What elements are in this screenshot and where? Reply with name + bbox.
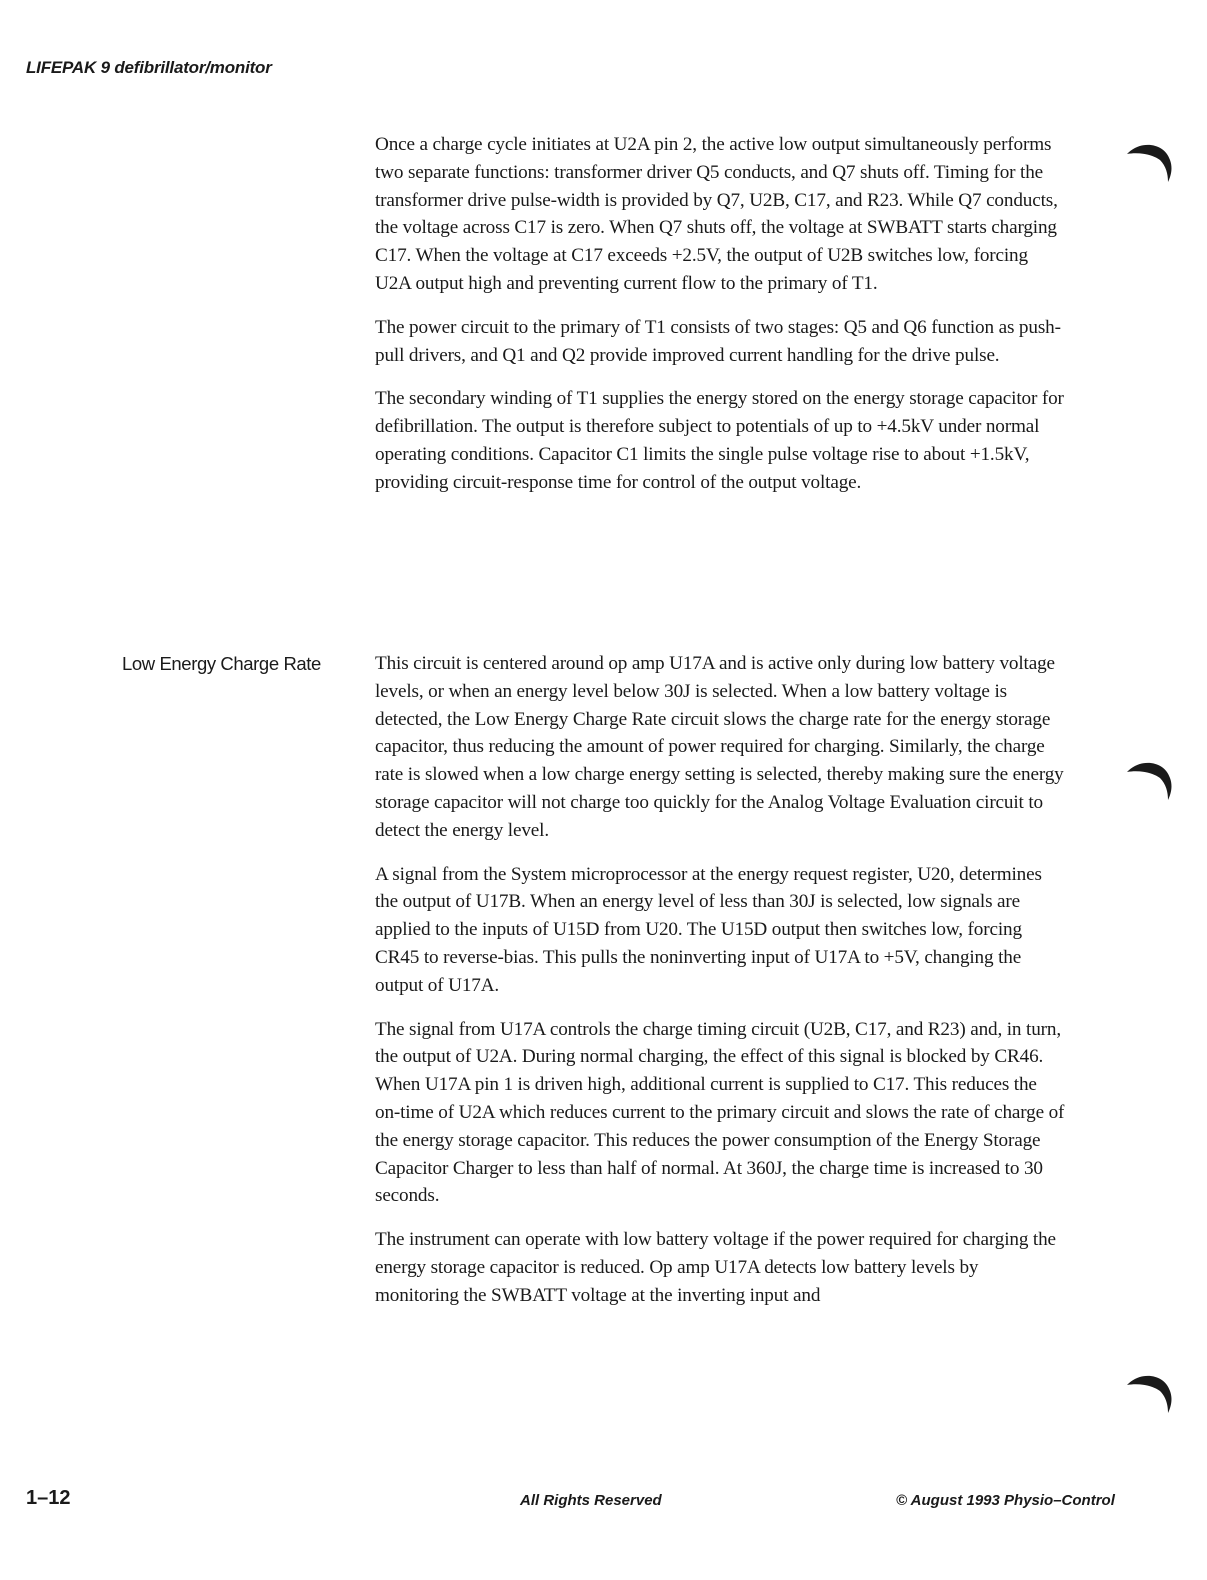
body-paragraph: This circuit is centered around op amp U17A and is active only during low battery voltage levels, or when an energy level below 30J is selected. When a low battery voltage is detected, the Low Energy Charge Rate circuit slows the charge rate for the energy storage capacitor, thus reducing the amount of power required for charging. Similarly, the charge rate is slowed when a low charge energy setting is selected, thereby making sure the energy storage capacitor will not charge too quickly for the Analog Voltage Evaluation circuit to detect the energy level. [375,653,1064,841]
footer-copyright: © August 1993 Physio–Control [896,1492,1115,1509]
body-paragraph: A signal from the System microprocessor at the energy request register, U20, determines the output of U17B. When an energy level of less than 30J is selected, low signals are applied to the inputs of U15D from U20. The U15D output then switches low, forcing CR45 to reverse-bias. This pulls the noninverting input of U17A to +5V, changing the output of U17A. [375,863,1042,996]
page-number: 1–12 [26,1487,71,1509]
body-section-low-energy-charge-rate [375,650,1065,1326]
body-paragraph: The instrument can operate with low battery voltage if the power required for charging the energy storage capacitor is reduced. Op amp U17A detects low battery levels by monitoring the SWBATT voltage at the inverting input and [375,1229,1056,1306]
binder-hole-mark-icon [1124,136,1176,186]
body-paragraph: The secondary winding of T1 supplies the energy stored on the energy storage capacitor for defibrillation. The output is therefore subject to potentials of up to +4.5kV under normal operating conditions. Capacitor C1 limits the single pulse voltage rise to about +1.5kV, providing circuit-response time for control of the output voltage. [375,388,1064,493]
footer-rights: All Rights Reserved [520,1492,662,1509]
running-header: LIFEPAK 9 defibrillator/monitor [26,58,272,77]
binder-hole-mark-icon [1124,1367,1176,1417]
binder-hole-mark-icon [1124,754,1176,804]
body-paragraph: The power circuit to the primary of T1 consists of two stages: Q5 and Q6 function as push-pull drivers, and Q1 and Q2 provide improved current handling for the drive pulse. [375,316,1061,366]
body-paragraph: The signal from U17A controls the charge timing circuit (U2B, C17, and R23) and, in turn, the output of U2A. During normal charging, the effect of this signal is blocked by CR46. When U17A pin 1 is driven high, additional current is supplied to C17. This reduces the on-time of U2A which reduces current to the primary circuit and slows the rate of charge of the energy storage capacitor. This reduces the power consumption of the Energy Storage Capacitor Charger to less than half of normal. At 360J, the charge time is increased to 30 seconds. [375,1018,1065,1207]
body-section-transformer [375,131,1065,513]
body-paragraph: Once a charge cycle initiates at U2A pin 2, the active low output simultaneously performs two separate functions: transformer driver Q5 conducts, and Q7 shuts off. Timing for the transformer drive pulse-width is provided by Q7, U2B, C17, and R23. While Q7 conducts, the voltage across C17 is zero. When Q7 shuts off, the voltage at SWBATT starts charging C17. When the voltage at C17 exceeds +2.5V, the output of U2B switches low, forcing U2A output high and preventing current flow to the primary of T1. [375,134,1058,294]
section-side-heading: Low Energy Charge Rate [122,653,321,674]
